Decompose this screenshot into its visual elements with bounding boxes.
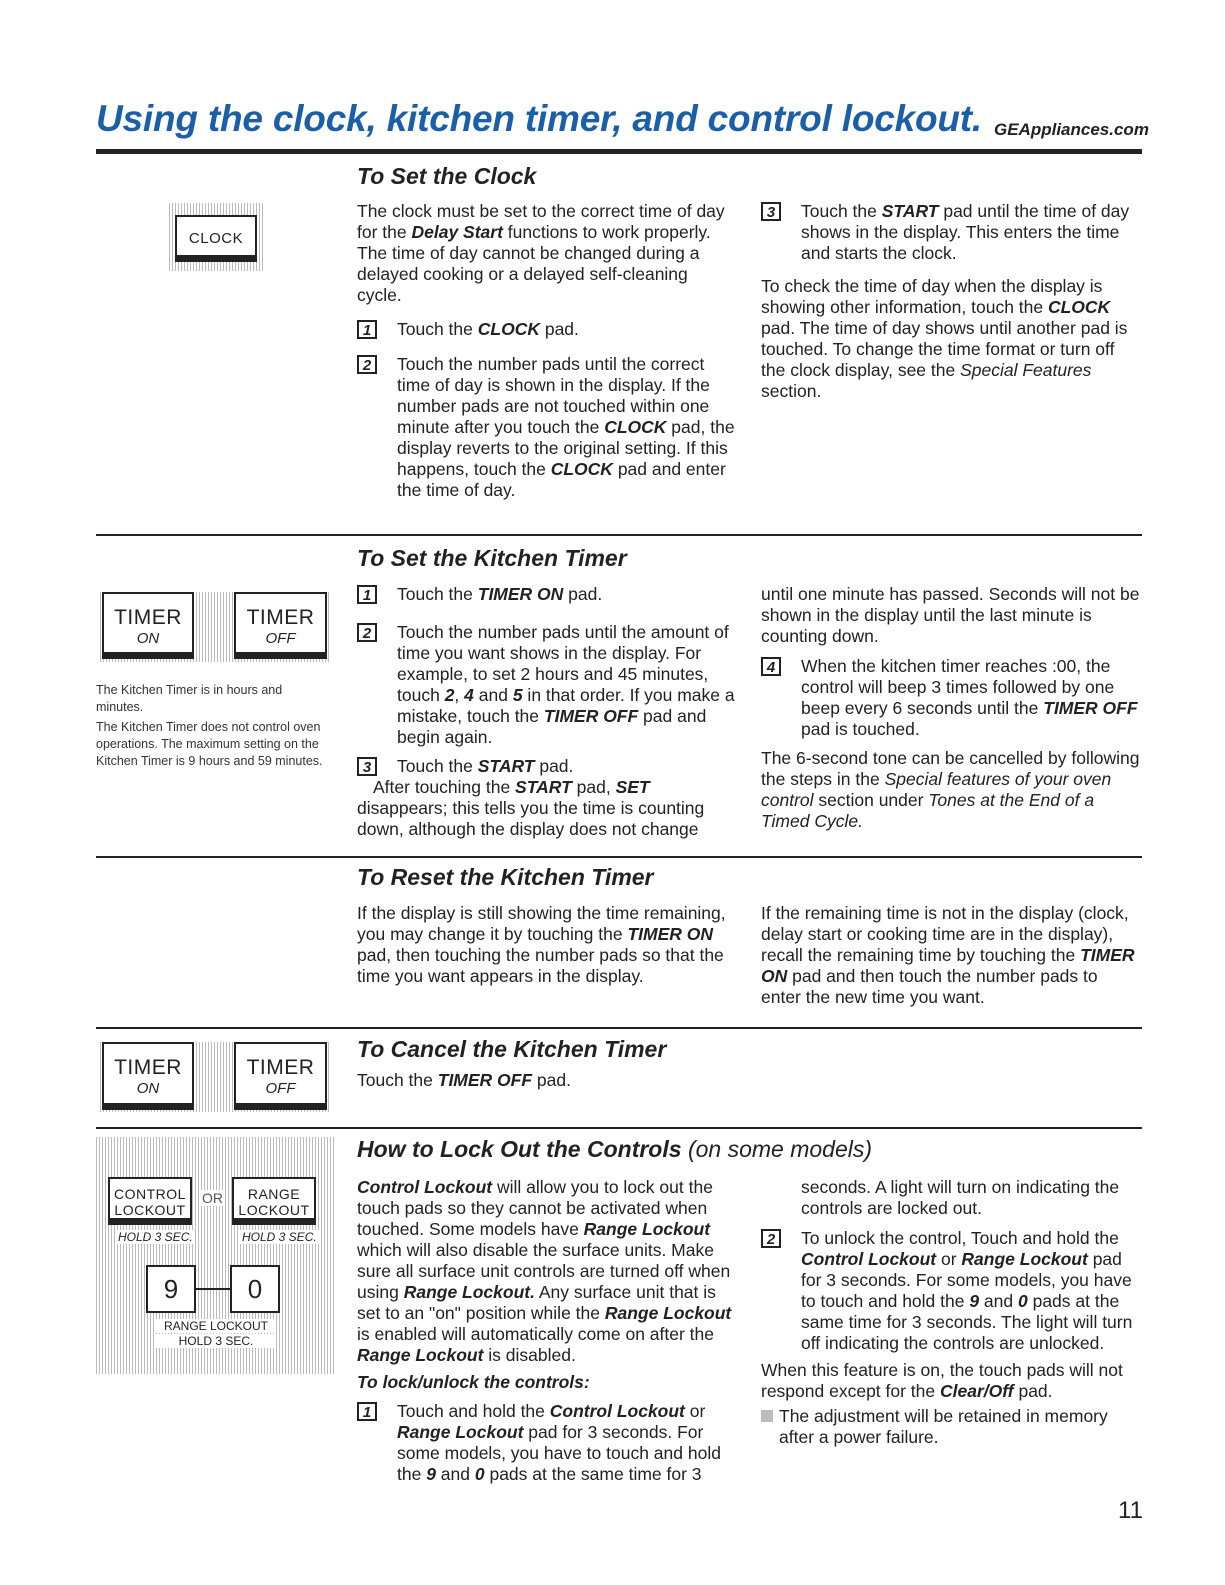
timer-side-note-1: The Kitchen Timer is in hours and minutes.: [96, 683, 283, 714]
lockout-step-2-text: To unlock the control, Touch and hold the Control Lockout or Range Lockout pad for 3 seconds. For some models, you have to touch and hold the 9 and 0 pads at the same time for 3 seconds. The light will turn off indicating the controls are unlocked.: [801, 1228, 1133, 1353]
timer-until-text: until one minute has passed. Seconds will not be shown in the display until the last minute is counting down.: [761, 584, 1140, 646]
lockout-left-column: [357, 1177, 742, 1485]
clock-step-2-text: Touch the number pads until the correct time of day is shown in the display. If the number pads are not touched within one minute after you touch the CLOCK pad, the display reverts to the original setting. If this happens, touch the CLOCK pad and enter the time of day.: [397, 354, 735, 500]
clock-step-1: [357, 319, 737, 340]
timer-side-note-2: The Kitchen Timer does not control oven operations. The maximum setting on the Kitchen Timer is 9 hours and 59 minutes.: [96, 720, 323, 768]
lockout-intro: Control Lockout will allow you to lock out the touch pads so they cannot be activated when touched. Some models have Range Lockout which will also disable the surface units. Make sure all surface unit controls are turned off when using Range Lockout. Any surface unit that is set to an "on" position while the Range Lockout is enabled will automatically come on after the Range Lockout is disabled.: [357, 1177, 732, 1365]
timer-step-1: [357, 584, 737, 605]
lockout-note: [761, 1406, 1141, 1448]
timer-off-label: TIMER: [246, 606, 315, 629]
timer-step-1-text: Touch the TIMER ON pad.: [397, 584, 603, 604]
timer-step-2: [357, 622, 737, 748]
timer-step-3-text: Touch the START pad.: [397, 756, 574, 776]
clock-step-1-text: Touch the CLOCK pad.: [397, 319, 579, 339]
bullet-icon: [761, 1410, 773, 1422]
page-title: Using the clock, kitchen timer, and control lockout.: [96, 98, 982, 139]
step-number-1: 1: [357, 585, 377, 604]
key-connector: [196, 1288, 230, 1290]
lockout-note-text: The adjustment will be retained in memory after a power failure.: [779, 1406, 1108, 1447]
lockout-when-text: When this feature is on, the touch pads will not respond except for the Clear/Off pad.: [761, 1360, 1123, 1401]
hold-left-label: HOLD 3 SEC.: [118, 1230, 193, 1244]
timer-on-label: TIMER: [114, 606, 182, 629]
range-lockout-pad: [232, 1177, 316, 1225]
cancel-text: Touch the TIMER OFF pad.: [357, 1070, 571, 1090]
key-9: 9: [146, 1265, 196, 1313]
timer-off-label: TIMER: [246, 1056, 315, 1079]
clock-section-title: To Set the Clock: [357, 163, 537, 189]
reset-right-text: If the remaining time is not in the display (clock, delay start or cooking time are in the display), recall the remaining time by touching the TIMER ON pad and then touch the number pads to enter the new time you want.: [761, 903, 1135, 1007]
section-divider: [96, 856, 1142, 858]
header-rule: [96, 149, 1142, 154]
section-divider: [96, 1127, 1142, 1129]
timer-off-pad: [234, 1042, 327, 1110]
timer-side-notes: [96, 682, 326, 773]
lockout-pads-graphic: [96, 1137, 334, 1374]
control-lockout-label-1: CONTROL: [114, 1186, 186, 1202]
step-number-1: 1: [357, 1402, 377, 1421]
timer-step-4: [761, 656, 1141, 740]
step-number-2: 2: [357, 355, 377, 374]
step-number-3: 3: [357, 757, 377, 776]
range-lockout-caption-1: RANGE LOCKOUT: [156, 1319, 276, 1333]
timer-left-column: [357, 584, 737, 840]
range-lockout-label-1: RANGE: [247, 1186, 301, 1202]
lockout-step-2: [761, 1228, 1141, 1354]
step-number-3: 3: [761, 202, 781, 221]
timer-off-sublabel: OFF: [265, 630, 296, 647]
timer-after-text: After touching the START pad, SET disappears; this tells you the time is counting down, although the display does not change: [357, 777, 705, 839]
cancel-pads-graphic: [100, 1042, 330, 1112]
timer-on-label: TIMER: [114, 1056, 182, 1079]
step-number-4: 4: [761, 657, 781, 676]
lockout-right-column: [761, 1177, 1141, 1448]
timer-pads-graphic: [100, 592, 330, 662]
timer-on-sublabel: ON: [136, 1080, 160, 1097]
section-divider: [96, 534, 1142, 536]
clock-pad: [175, 215, 257, 262]
page-number: 11: [1118, 1497, 1143, 1524]
lockout-title-sub: (on some models): [687, 1136, 873, 1162]
clock-left-column: [357, 201, 737, 501]
clock-check-text: To check the time of day when the display is showing other information, touch the CLOCK pad. The time of day shows until another pad is touched. To change the time format or turn off the clock display, see the Special Features section.: [761, 276, 1128, 401]
range-lockout-caption-2: HOLD 3 SEC.: [156, 1334, 276, 1348]
section-divider: [96, 1027, 1142, 1029]
step-number-2: 2: [357, 623, 377, 642]
lockout-continue-text: seconds. A light will turn on indicating the controls are locked out.: [801, 1177, 1120, 1218]
clock-step-3: [761, 201, 1141, 264]
cancel-section-title: To Cancel the Kitchen Timer: [357, 1036, 667, 1062]
timer-section-title: To Set the Kitchen Timer: [357, 545, 627, 571]
lockout-step-1-text: Touch and hold the Control Lockout or Range Lockout pad for 3 seconds. For some models, you have to touch and hold the 9 and 0 pads at the same time for 3: [397, 1401, 721, 1484]
timer-off-pad: [234, 592, 327, 659]
reset-section-title: To Reset the Kitchen Timer: [357, 864, 654, 890]
key-0: 0: [230, 1265, 280, 1313]
step-number-2: 2: [761, 1229, 781, 1248]
timer-tone-text: The 6-second tone can be cancelled by following the steps in the Special features of your oven control section under Tones at the End of a Timed Cycle.: [761, 748, 1140, 831]
step-number-1: 1: [357, 320, 377, 339]
timer-step-4-text: When the kitchen timer reaches :00, the control will beep 3 times followed by one beep every 6 seconds until the TIMER OFF pad is touched.: [801, 656, 1138, 739]
clock-step-3-text: Touch the START pad until the time of day shows in the display. This enters the time and starts the clock.: [801, 201, 1130, 263]
timer-on-pad: [102, 592, 194, 659]
hold-right-label: HOLD 3 SEC.: [242, 1230, 317, 1244]
lockout-section-title: [357, 1136, 872, 1163]
timer-step-2-text: Touch the number pads until the amount of time you want shows in the display. For example, to set 2 hours and 45 minutes, touch 2, 4 and 5 in that order. If you make a mistake, touch the TIMER OFF pad and begin again.: [397, 622, 735, 747]
lockout-title-main: How to Lock Out the Controls: [357, 1136, 682, 1162]
clock-right-column: [761, 201, 1141, 402]
timer-right-column: [761, 584, 1141, 832]
lockout-step-1: [357, 1401, 742, 1485]
website-label: GEAppliances.com: [994, 120, 1149, 139]
timer-step-3: [357, 756, 737, 777]
timer-on-pad: [102, 1042, 194, 1110]
clock-pad-label: CLOCK: [188, 230, 244, 247]
clock-step-2: [357, 354, 737, 501]
clock-intro: The clock must be set to the correct time of day for the Delay Start functions to work properly. The time of day cannot be changed during a delayed cooking or a delayed self-cleaning cycle.: [357, 201, 725, 305]
timer-off-sublabel: OFF: [265, 1080, 296, 1097]
control-lockout-pad: [108, 1177, 192, 1225]
reset-left-text: If the display is still showing the time remaining, you may change it by touching the TIMER ON pad, then touching the number pads so that the time you want appears in the display.: [357, 903, 726, 986]
clock-pad-graphic: [169, 203, 264, 271]
control-lockout-label-2: LOCKOUT: [114, 1202, 186, 1218]
range-lockout-label-2: LOCKOUT: [238, 1202, 310, 1218]
lockout-subhead: To lock/unlock the controls:: [357, 1372, 590, 1392]
or-label: OR: [202, 1190, 223, 1206]
timer-on-sublabel: ON: [136, 630, 160, 647]
